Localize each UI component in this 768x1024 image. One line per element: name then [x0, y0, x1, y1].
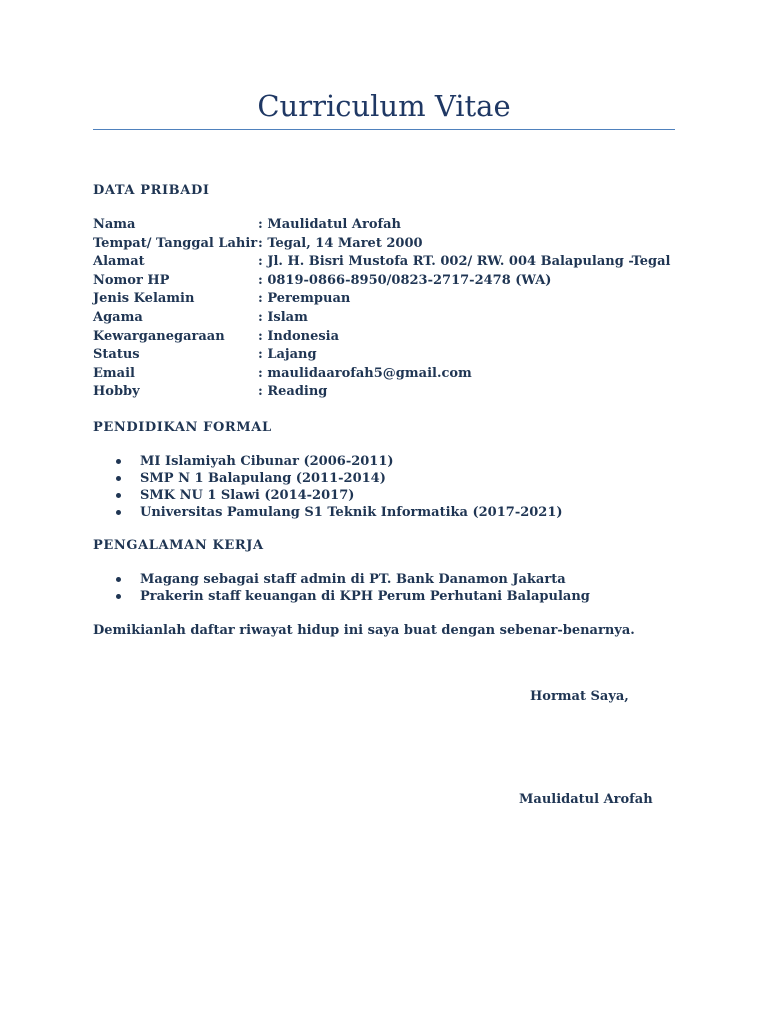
education-list	[114, 453, 563, 521]
bullet-icon	[116, 594, 121, 599]
document-title: Curriculum Vitae	[257, 89, 511, 123]
info-value: : Perempuan	[258, 291, 351, 307]
info-value: : maulidaarofah5@gmail.com	[258, 365, 472, 381]
list-item	[114, 588, 590, 605]
bullet-icon	[116, 493, 121, 498]
info-row-gender	[93, 290, 670, 309]
bullet-icon	[116, 459, 121, 464]
bullet-icon	[116, 577, 121, 582]
signature-name: Maulidatul Arofah	[519, 792, 653, 807]
personal-data-table	[93, 216, 670, 402]
info-label: Kewarganegaraan	[93, 328, 225, 344]
info-value: : Lajang	[258, 347, 317, 363]
closing-statement: Demikianlah daftar riwayat hidup ini saya buat dengan sebenar-benarnya.	[93, 623, 635, 638]
info-row-religion	[93, 309, 670, 328]
info-row-birth	[93, 235, 670, 254]
list-item	[114, 453, 563, 470]
info-label: Email	[93, 365, 135, 381]
experience-item-text: Prakerin staff keuangan di KPH Perum Perhutani Balapulang	[140, 589, 590, 604]
info-value: : Indonesia	[258, 328, 340, 344]
bullet-icon	[116, 476, 121, 481]
info-row-address	[93, 253, 670, 272]
info-label: Alamat	[93, 254, 145, 270]
info-value: : Islam	[258, 309, 308, 325]
list-item	[114, 487, 563, 504]
info-row-status	[93, 346, 670, 365]
experience-list	[114, 571, 590, 605]
experience-heading: PENGALAMAN KERJA	[93, 538, 264, 553]
title-divider	[93, 129, 675, 130]
bullet-icon	[116, 510, 121, 515]
info-value: : Jl. H. Bisri Mustofa RT. 002/ RW. 004 Balapulang -Tegal	[258, 254, 671, 270]
list-item	[114, 504, 563, 521]
education-heading: PENDIDIKAN FORMAL	[93, 420, 272, 435]
info-value: : Maulidatul Arofah	[258, 217, 401, 232]
list-item	[114, 470, 563, 487]
info-row-phone	[93, 272, 670, 291]
info-label: Nama	[93, 217, 136, 232]
info-value: : 0819-0866-8950/0823-2717-2478 (WA)	[258, 272, 552, 288]
list-item	[114, 571, 590, 588]
info-row-name	[93, 216, 670, 235]
info-label: Agama	[93, 309, 143, 325]
education-item-text: SMP N 1 Balapulang (2011-2014)	[140, 471, 386, 486]
info-label: Nomor HP	[93, 272, 170, 288]
education-item-text: Universitas Pamulang S1 Teknik Informatika (2017-2021)	[140, 505, 563, 520]
info-label: Tempat/ Tanggal Lahir	[93, 235, 258, 251]
info-row-email	[93, 365, 670, 384]
info-row-hobby	[93, 383, 670, 402]
info-row-nationality	[93, 328, 670, 347]
education-item-text: MI Islamiyah Cibunar (2006-2011)	[140, 454, 394, 469]
info-label: Hobby	[93, 384, 140, 400]
info-value: : Tegal, 14 Maret 2000	[258, 235, 423, 251]
signature-greeting: Hormat Saya,	[530, 689, 629, 704]
info-label: Jenis Kelamin	[93, 291, 195, 307]
personal-data-heading: DATA PRIBADI	[93, 183, 210, 198]
info-value: : Reading	[258, 384, 328, 400]
education-item-text: SMK NU 1 Slawi (2014-2017)	[140, 488, 355, 503]
info-label: Status	[93, 347, 140, 363]
experience-item-text: Magang sebagai staff admin di PT. Bank Danamon Jakarta	[140, 572, 566, 587]
